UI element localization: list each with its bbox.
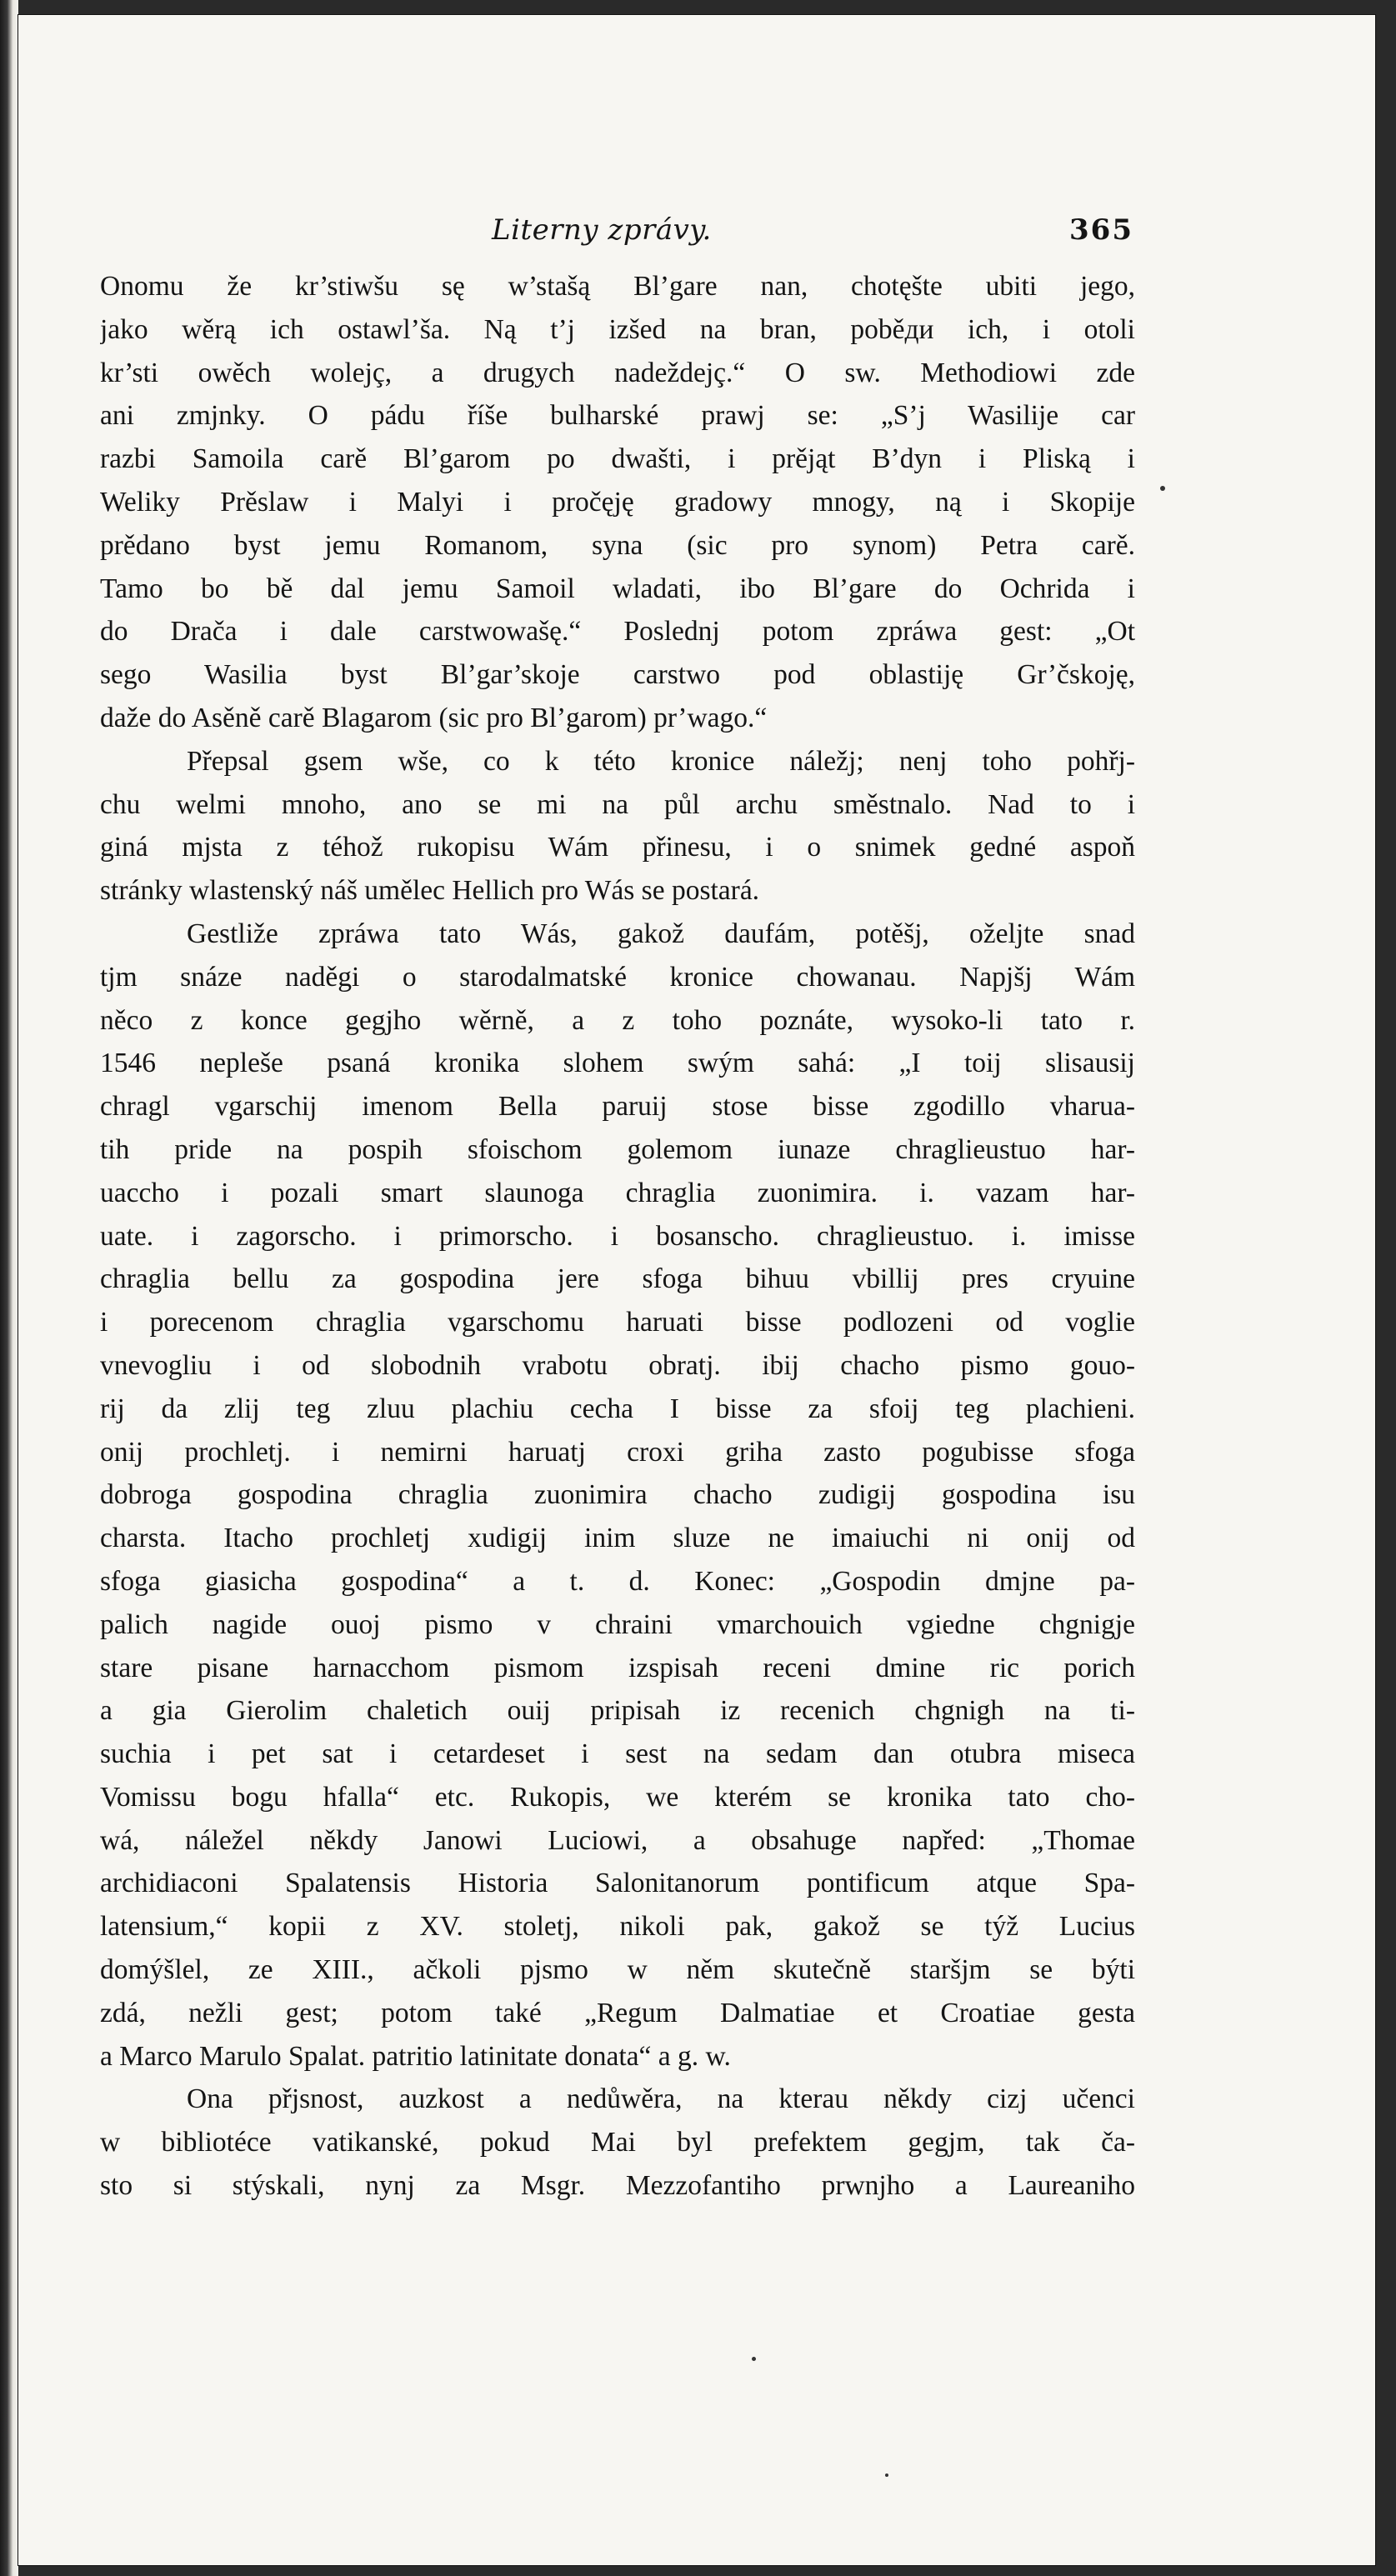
text-line: palich nagide ouoj pismo v chraini vmarchouich vgiedne chgnigje [100, 1608, 1135, 1640]
text-line: Tamo bo bě dal jemu Samoil wladati, ibo Bl’gare do Ochrida i [100, 573, 1135, 604]
text-line: stare pisane harnacchom pismom izspisah receni dmine ric porich [100, 1652, 1135, 1683]
body-text [100, 265, 1135, 2208]
text-line: Weliky Prěslaw i Malyi i pročęję gradowy mnogy, ną i Skopije [100, 486, 1135, 518]
text-line: daže do Asěně carě Blagarom (sic pro Bl’garom) pr’wago.“ [100, 702, 768, 733]
text-line: dobroga gospodina chraglia zuonimira chacho zudigij gospodina isu [100, 1479, 1135, 1511]
text-line: sfoga giasicha gospodina“ a t. d. Konec: „Gospodin dmjne pa- [100, 1565, 1135, 1597]
text-line: suchia i pet sat i cetardeset i sest na sedam dan otubra miseca [100, 1738, 1135, 1770]
text-line: jako wěrą ich ostawl’ša. Ną t’j izšed na bran, poběди ich, i otoli [100, 313, 1135, 345]
text-line: kr’sti owěch wolejç, a drugych nadeždejç.“ O sw. Methodiowi zde [100, 357, 1135, 388]
text-line: rij da zlij teg zluu plachiu cecha I bisse za sfoij teg plachieni. [100, 1393, 1135, 1424]
text-line: a gia Gierolim chaletich ouij pripisah iz recenich chgnigh na ti- [100, 1695, 1135, 1727]
text-line: sto si stýskali, nynj za Msgr. Mezzofantiho prwnjho a Laureaniho [100, 2170, 1135, 2202]
text-line: něco z konce gegjho wěrně, a z toho poznáte, wysoko-li tato r. [100, 1004, 1135, 1036]
text-line: chu welmi mnoho, ano se mi na půl archu směstnalo. Nad to i [100, 788, 1135, 820]
text-line: w bibliotéce vatikanské, pokud Mai byl prefektem gegjm, tak ča- [100, 2127, 1135, 2158]
text-line: 1546 nepleše psaná kronika slohem swým sahá: „I toij slisausij [100, 1048, 1135, 1079]
book-spine-edge [0, 0, 18, 2576]
text-line: tjm snáze naděgi o starodalmatské kronice chowanau. Napjšj Wám [100, 961, 1135, 993]
paper-speck [885, 2473, 888, 2477]
text-line: chragl vgarschij imenom Bella paruij stose bisse zgodillo vharua- [100, 1091, 1135, 1123]
text-line: charsta. Itacho prochletj xudigij inim sluze ne imaiuchi ni onij od [100, 1523, 1135, 1554]
running-title: Literny zprávy. [492, 213, 712, 247]
text-line: do Drača i dale carstwowašę.“ Poslednj potom zpráwa gest: „Ot [100, 616, 1135, 648]
text-line: Ona přjsnost, auzkost a nedůwěra, na kterau někdy cizj učenci [187, 2083, 1135, 2115]
text-line: sego Wasilia byst Bl’gar’skoje carstwo pod oblastiję Gr’čskoję, [100, 659, 1135, 691]
text-line: vnevogliu i od slobodnih vrabotu obratj. ibij chacho pismo gouo- [100, 1349, 1135, 1381]
text-line: prědano byst jemu Romanom, syna (sic pro synom) Petra carě. [100, 529, 1135, 561]
text-line: razbi Samoila carě Bl’garom po dwašti, i prějąt B’dyn i Pliską i [100, 443, 1135, 475]
page-header [92, 213, 1133, 255]
text-line: Přepsal gsem wše, co k této kronice náležj; nenj toho pohřj- [187, 745, 1135, 777]
paper-speck [752, 2357, 756, 2361]
text-line: uate. i zagorscho. i primorscho. i bosanscho. chraglieustuo. i. imisse [100, 1220, 1135, 1252]
text-line: archidiaconi Spalatensis Historia Salonitanorum pontificum atque Spa- [100, 1868, 1135, 1899]
text-line: Gestliže zpráwa tato Wás, gakož daufám, potěšj, oželjte snad [187, 918, 1135, 949]
page-number: 365 [1069, 213, 1133, 247]
text-line: latensium,“ kopii z XV. stoletj, nikoli pak, gakož se týž Lucius [100, 1911, 1135, 1943]
text-line: uaccho i pozali smart slaunoga chraglia zuonimira. i. vazam har- [100, 1177, 1135, 1208]
text-line: zdá, nežli gest; potom také „Regum Dalmatiae et Croatiae gesta [100, 1997, 1135, 2028]
text-line: Vomissu bogu hfalla“ etc. Rukopis, we kterém se kronika tato cho- [100, 1781, 1135, 1813]
book-page [18, 15, 1375, 2565]
text-line: tih pride na pospih sfoischom golemom iunaze chraglieustuo har- [100, 1133, 1135, 1165]
text-line: a Marco Marulo Spalat. patritio latinitate donata“ a g. w. [100, 2040, 731, 2072]
text-line: chraglia bellu za gospodina jere sfoga bihuu vbillij pres cryuine [100, 1263, 1135, 1295]
text-line: stránky wlastenský náš umělec Hellich pro Wás se postará. [100, 875, 760, 907]
text-line: Onomu že kr’stiwšu sę w’stašą Bl’gare nan, chotęšte ubiti jego, [100, 271, 1135, 302]
text-line: i porecenom chraglia vgarschomu haruati bisse podlozeni od voglie [100, 1307, 1135, 1338]
text-line: domýšlel, ze XIII., ačkoli pjsmo w něm skutečně staršjm se býti [100, 1954, 1135, 1986]
text-line: wá, náležel někdy Janowi Luciowi, a obsahuge napřed: „Thomae [100, 1824, 1135, 1856]
text-line: giná mjsta z téhož rukopisu Wám přinesu, i o snimek gedné aspoň [100, 832, 1135, 863]
text-line: onij prochletj. i nemirni haruatj croxi griha zasto pogubisse sfoga [100, 1436, 1135, 1468]
text-line: ani zmjnky. O pádu říše bulharské prawj se: „S’j Wasilije car [100, 400, 1135, 432]
paper-speck [1160, 486, 1165, 491]
